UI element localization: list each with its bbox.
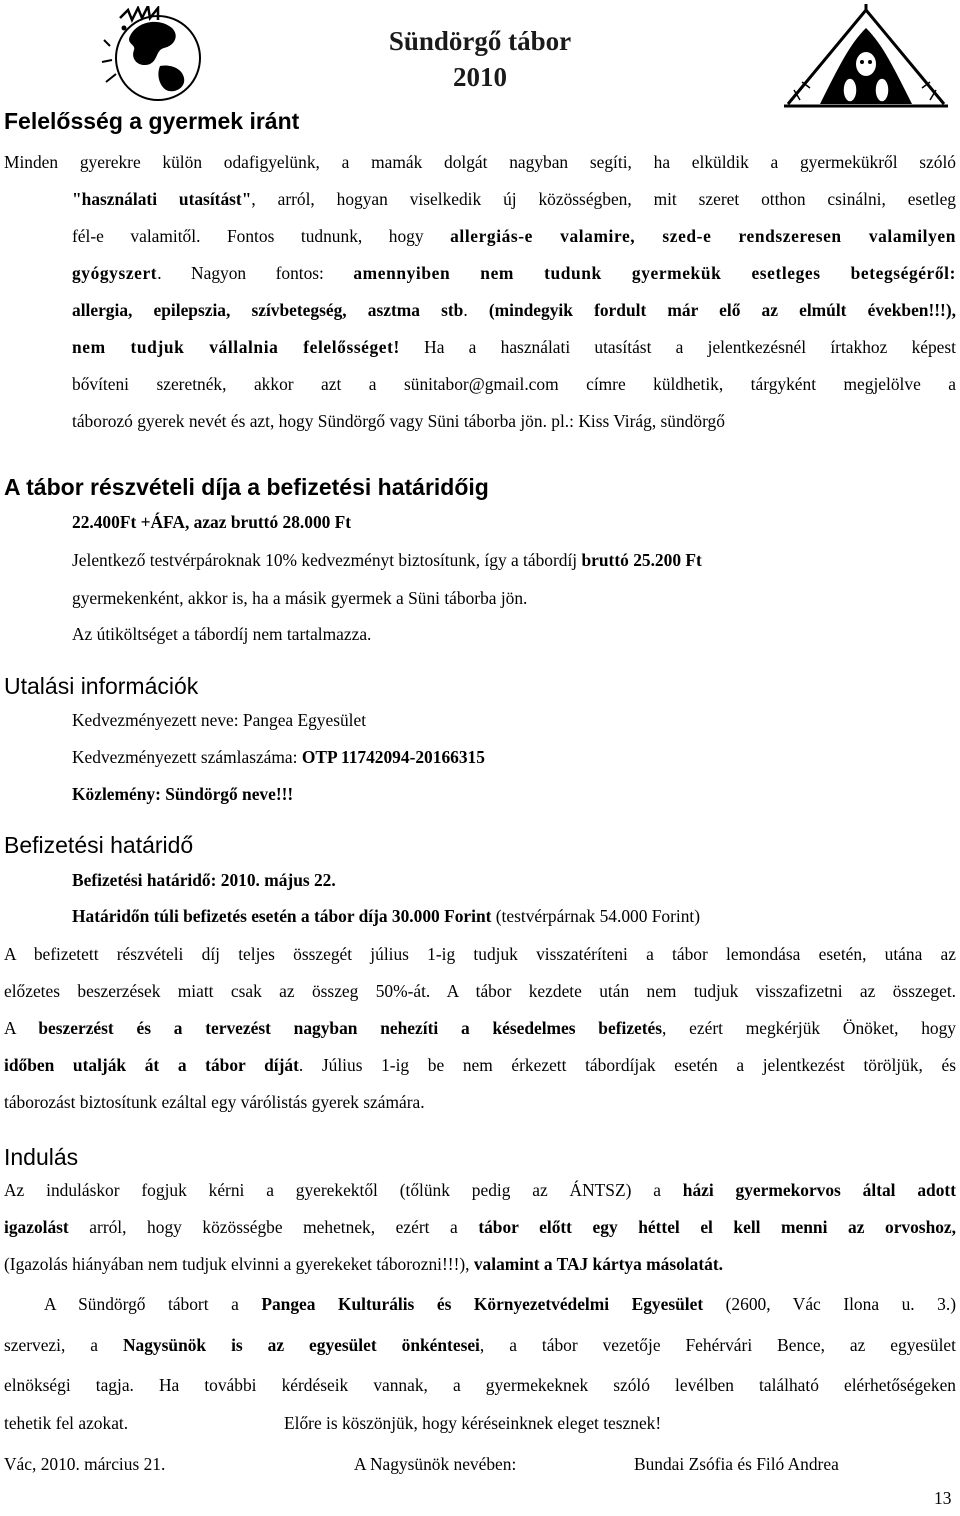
paragraph-line xyxy=(4,1209,956,1246)
text-span: , arról, hogyan viselkedik új közösségben, mit szeret otthon csinálni, esetleg xyxy=(251,189,956,209)
bold-text: igazolást xyxy=(4,1217,69,1237)
bold-text: időben utalják át a tábor díját xyxy=(4,1055,299,1075)
text-span: . Nagyon fontos: xyxy=(157,263,354,283)
section-heading-responsibility: Felelősség a gyermek iránt xyxy=(4,108,300,134)
bold-text: gyógyszert xyxy=(72,263,158,283)
paragraph-line xyxy=(72,218,956,255)
paragraph-line xyxy=(72,292,956,329)
text-line: Előre is köszönjük, hogy kéréseinknek eleget tesznek! xyxy=(284,1413,662,1433)
tent-logo xyxy=(780,4,952,112)
paragraph-line xyxy=(44,1286,956,1323)
bold-text: tábor előtt egy héttel el kell menni az orvoshoz, xyxy=(478,1217,957,1237)
text-span: szervezi, a xyxy=(4,1335,123,1355)
page-number: 13 xyxy=(934,1488,952,1508)
text-span: . xyxy=(463,300,489,320)
bold-text: valamint a TAJ kártya másolatát. xyxy=(473,1254,723,1274)
text-span: arról, hogy közösségbe mehetnek, ezért a xyxy=(68,1217,479,1237)
document-year: 2010 xyxy=(453,62,507,92)
paragraph-line: elnökségi tagja. Ha további kérdéseik vannak, a gyermekeknek szóló levélben található elérhetőségeken xyxy=(4,1375,956,1395)
bold-text: amennyiben nem tudunk gyermekük esetleges betegségéről: xyxy=(353,263,956,283)
bold-text: (mindegyik fordult már elő az elmúlt években!!!), xyxy=(488,300,956,320)
text-span: Ha a használati utasítást a jelentkezésnél írtakhoz képest xyxy=(399,337,956,357)
place-date: Vác, 2010. március 21. xyxy=(4,1454,166,1474)
text-span: . Július 1-ig be nem érkezett tábordíjak esetén a jelentkezést töröljük, és xyxy=(298,1055,956,1075)
paragraph-line xyxy=(4,1172,956,1209)
section-heading-deadline: Befizetési határidő xyxy=(4,832,194,858)
bold-text: allergiás-e valamire, szed-e rendszeresen valamilyen xyxy=(450,226,956,246)
deadline-line xyxy=(72,870,336,891)
bold-text: Pangea Kulturális és Környezetvédelmi Egyesület xyxy=(261,1294,704,1314)
bold-text: "használati utasítást" xyxy=(72,189,252,209)
paragraph-line xyxy=(72,255,956,292)
text-span: Az induláskor fogjuk kérni a gyerekektől (tőlünk pedig az ÁNTSZ) a xyxy=(4,1180,683,1200)
text-span: Kedvezményezett számlaszáma: xyxy=(72,747,302,767)
paragraph-line: táborozást biztosítunk ezáltal egy várólistás gyerek számára. xyxy=(4,1092,425,1112)
bold-text: OTP 11742094-20166315 xyxy=(301,747,485,767)
section-heading-departure: Indulás xyxy=(4,1144,79,1170)
bold-text: Közlemény: Sündörgő neve!!! xyxy=(72,784,294,804)
paragraph-line xyxy=(4,1327,956,1364)
paragraph-line: előzetes beszerzések miatt csak az összeg 50%-át. A tábor kezdete után nem tudjuk visszafizetni az összeget. xyxy=(4,981,956,1001)
paragraph-line xyxy=(4,1010,956,1047)
on-behalf: A Nagysünök nevében: xyxy=(354,1454,517,1474)
section-heading-transfer: Utalási információk xyxy=(4,673,199,699)
text-span: , a tábor vezetője Fehérvári Bence, az egyesület xyxy=(479,1335,956,1355)
paragraph-line: bővíteni szeretnék, akkor azt a sünitabor@gmail.com címre küldhetik, tárgyként megjelölve a xyxy=(72,374,956,394)
section-heading-fee: A tábor részvételi díja a befizetési határidőig xyxy=(4,474,489,500)
paragraph-line: Minden gyerekre külön odafigyelünk, a mamák dolgát nagyban segíti, ha elküldik a gyermekükről szóló xyxy=(4,152,956,172)
bold-text: allergia, epilepszia, szívbetegség, asztma stb xyxy=(72,300,464,320)
price-line xyxy=(72,512,351,533)
bold-text: 22.400Ft +ÁFA, azaz bruttó 28.000 Ft xyxy=(72,512,352,532)
bold-text: beszerzést és a tervezést nagyban nehezíti a késedelmes befizetés xyxy=(38,1018,663,1038)
paragraph-line: A befizetett részvételi díj teljes összegét július 1-ig tudjuk visszatéríteni a tábor lemondása esetén, utána az xyxy=(4,944,956,964)
account-number-line xyxy=(72,747,485,768)
paragraph-line xyxy=(72,329,956,366)
bold-text: házi gyermekorvos által adott xyxy=(682,1180,956,1200)
bold-text: bruttó 25.200 Ft xyxy=(581,550,702,570)
text-span: A Sündörgő tábort a xyxy=(44,1294,262,1314)
text-span: (Igazolás hiányában nem tudjuk elvinni a gyerekeket táborozni!!!), xyxy=(4,1254,474,1274)
text-line: gyermekenként, akkor is, ha a másik gyermek a Süni táborba jön. xyxy=(72,588,528,608)
bold-text: nem tudjuk vállalnia felelősséget! xyxy=(72,337,400,357)
text-span: (2600, Vác Ilona u. 3.) xyxy=(703,1294,956,1314)
signatory-names: Bundai Zsófia és Filó Andrea xyxy=(634,1454,839,1474)
paragraph-line xyxy=(72,181,956,218)
text-span: Jelentkező testvérpároknak 10% kedvezményt biztosítunk, így a tábordíj xyxy=(72,550,582,570)
beneficiary-name: Kedvezményezett neve: Pangea Egyesület xyxy=(72,710,367,730)
paragraph-line xyxy=(4,1047,956,1084)
bold-text: Nagysünök is az egyesület önkéntesei xyxy=(122,1335,480,1355)
paragraph-line: táborozó gyerek nevét és azt, hogy Sündörgő vagy Süni táborba jön. pl.: Kiss Virág, sündörgő xyxy=(72,411,725,431)
text-line: Az útiköltséget a tábordíj nem tartalmazza. xyxy=(72,624,372,644)
text-span: (testvérpárnak 54.000 Forint) xyxy=(491,906,701,926)
paragraph-line xyxy=(4,1246,956,1283)
bold-text: Befizetési határidő: 2010. május 22. xyxy=(72,870,336,890)
remark-line xyxy=(72,784,293,805)
late-fee-line xyxy=(72,906,700,927)
text-line: tehetik fel azokat. xyxy=(4,1413,129,1433)
text-span: fél-e valamitől. Fontos tudnunk, hogy xyxy=(72,226,451,246)
text-span: , ezért megkérjük Önöket, hogy xyxy=(662,1018,956,1038)
discount-line xyxy=(72,550,702,571)
text-span: A xyxy=(4,1018,39,1038)
bold-text: Határidőn túli befizetés esetén a tábor díja 30.000 Forint xyxy=(72,906,492,926)
document-title: Sündörgő tábor xyxy=(388,26,572,56)
